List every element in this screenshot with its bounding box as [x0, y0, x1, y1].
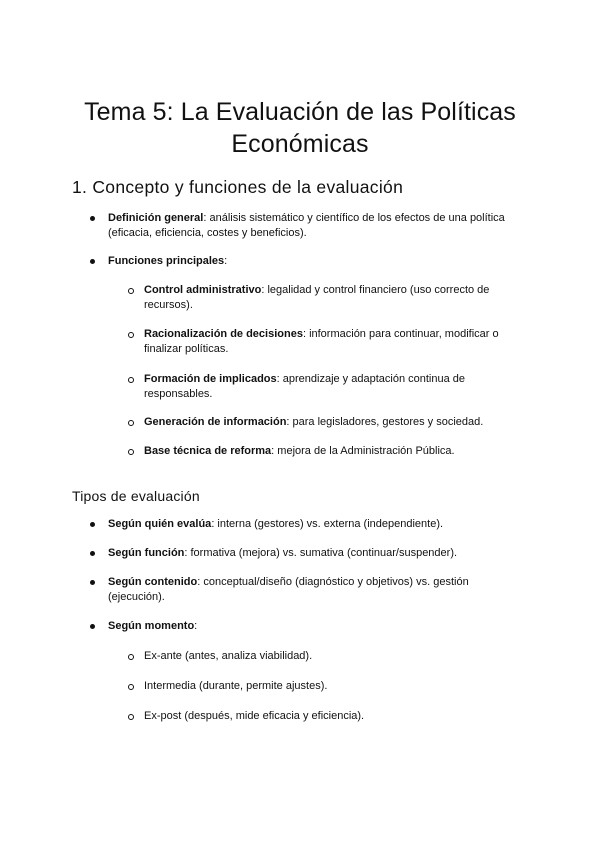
- sub-item-generacion: [144, 415, 514, 430]
- sub-item-ex-post: Ex-post (después, mide eficacia y eficiencia).: [144, 710, 365, 722]
- item-text: : interna (gestores) vs. externa (independiente).: [211, 518, 444, 530]
- item-text: : aprendizaje y adaptación continua de responsables.: [144, 373, 465, 400]
- item-term: Definición general: [108, 212, 204, 224]
- list-item-funcion: [108, 546, 518, 561]
- sub-item-control: [144, 283, 514, 313]
- item-term: Racionalización de decisiones: [144, 328, 303, 340]
- sub-item-base-tecnica: [144, 444, 514, 459]
- item-term: Según función: [108, 547, 185, 559]
- item-term: Funciones principales: [108, 255, 225, 267]
- item-term: Según momento: [108, 620, 195, 632]
- item-text: : legalidad y control financiero (uso correcto de recursos).: [144, 284, 490, 311]
- item-term: Base técnica de reforma: [144, 445, 272, 457]
- item-term: Generación de información: [144, 416, 287, 428]
- list-item-contenido: [108, 575, 518, 605]
- item-term: Según contenido: [108, 576, 198, 588]
- item-text: : formativa (mejora) vs. sumativa (continuar/suspender).: [184, 547, 458, 559]
- item-text: : para legisladores, gestores y sociedad.: [286, 416, 484, 428]
- page-title: Tema 5: La Evaluación de las Políticas Económicas: [84, 98, 516, 158]
- item-term: Según quién evalúa: [108, 518, 212, 530]
- list-item-funciones: [108, 254, 518, 269]
- item-text: : mejora de la Administración Pública.: [271, 445, 455, 457]
- sub-item-ex-ante: Ex-ante (antes, analiza viabilidad).: [144, 650, 313, 662]
- item-text: :: [194, 620, 198, 632]
- item-text: : información para continuar, modificar o finalizar políticas.: [144, 328, 499, 355]
- sub-item-racionalizacion: [144, 327, 514, 357]
- section-heading-concepto: 1. Concepto y funciones de la evaluación: [72, 177, 404, 197]
- list-item-momento: [108, 619, 518, 634]
- list-item-quien: [108, 517, 518, 532]
- item-text: : análisis sistemático y científico de los efectos de una política (eficacia, eficiencia, costes y beneficios).: [108, 212, 505, 239]
- section-heading-tipos: Tipos de evaluación: [72, 488, 200, 504]
- item-term: Formación de implicados: [144, 373, 277, 385]
- sub-item-intermedia: Intermedia (durante, permite ajustes).: [144, 680, 328, 692]
- list-item-definicion: [108, 211, 518, 241]
- sub-item-formacion: [144, 372, 514, 402]
- item-text: : conceptual/diseño (diagnóstico y objetivos) vs. gestión (ejecución).: [108, 576, 469, 603]
- item-term: Control administrativo: [144, 284, 262, 296]
- item-text: :: [224, 255, 228, 267]
